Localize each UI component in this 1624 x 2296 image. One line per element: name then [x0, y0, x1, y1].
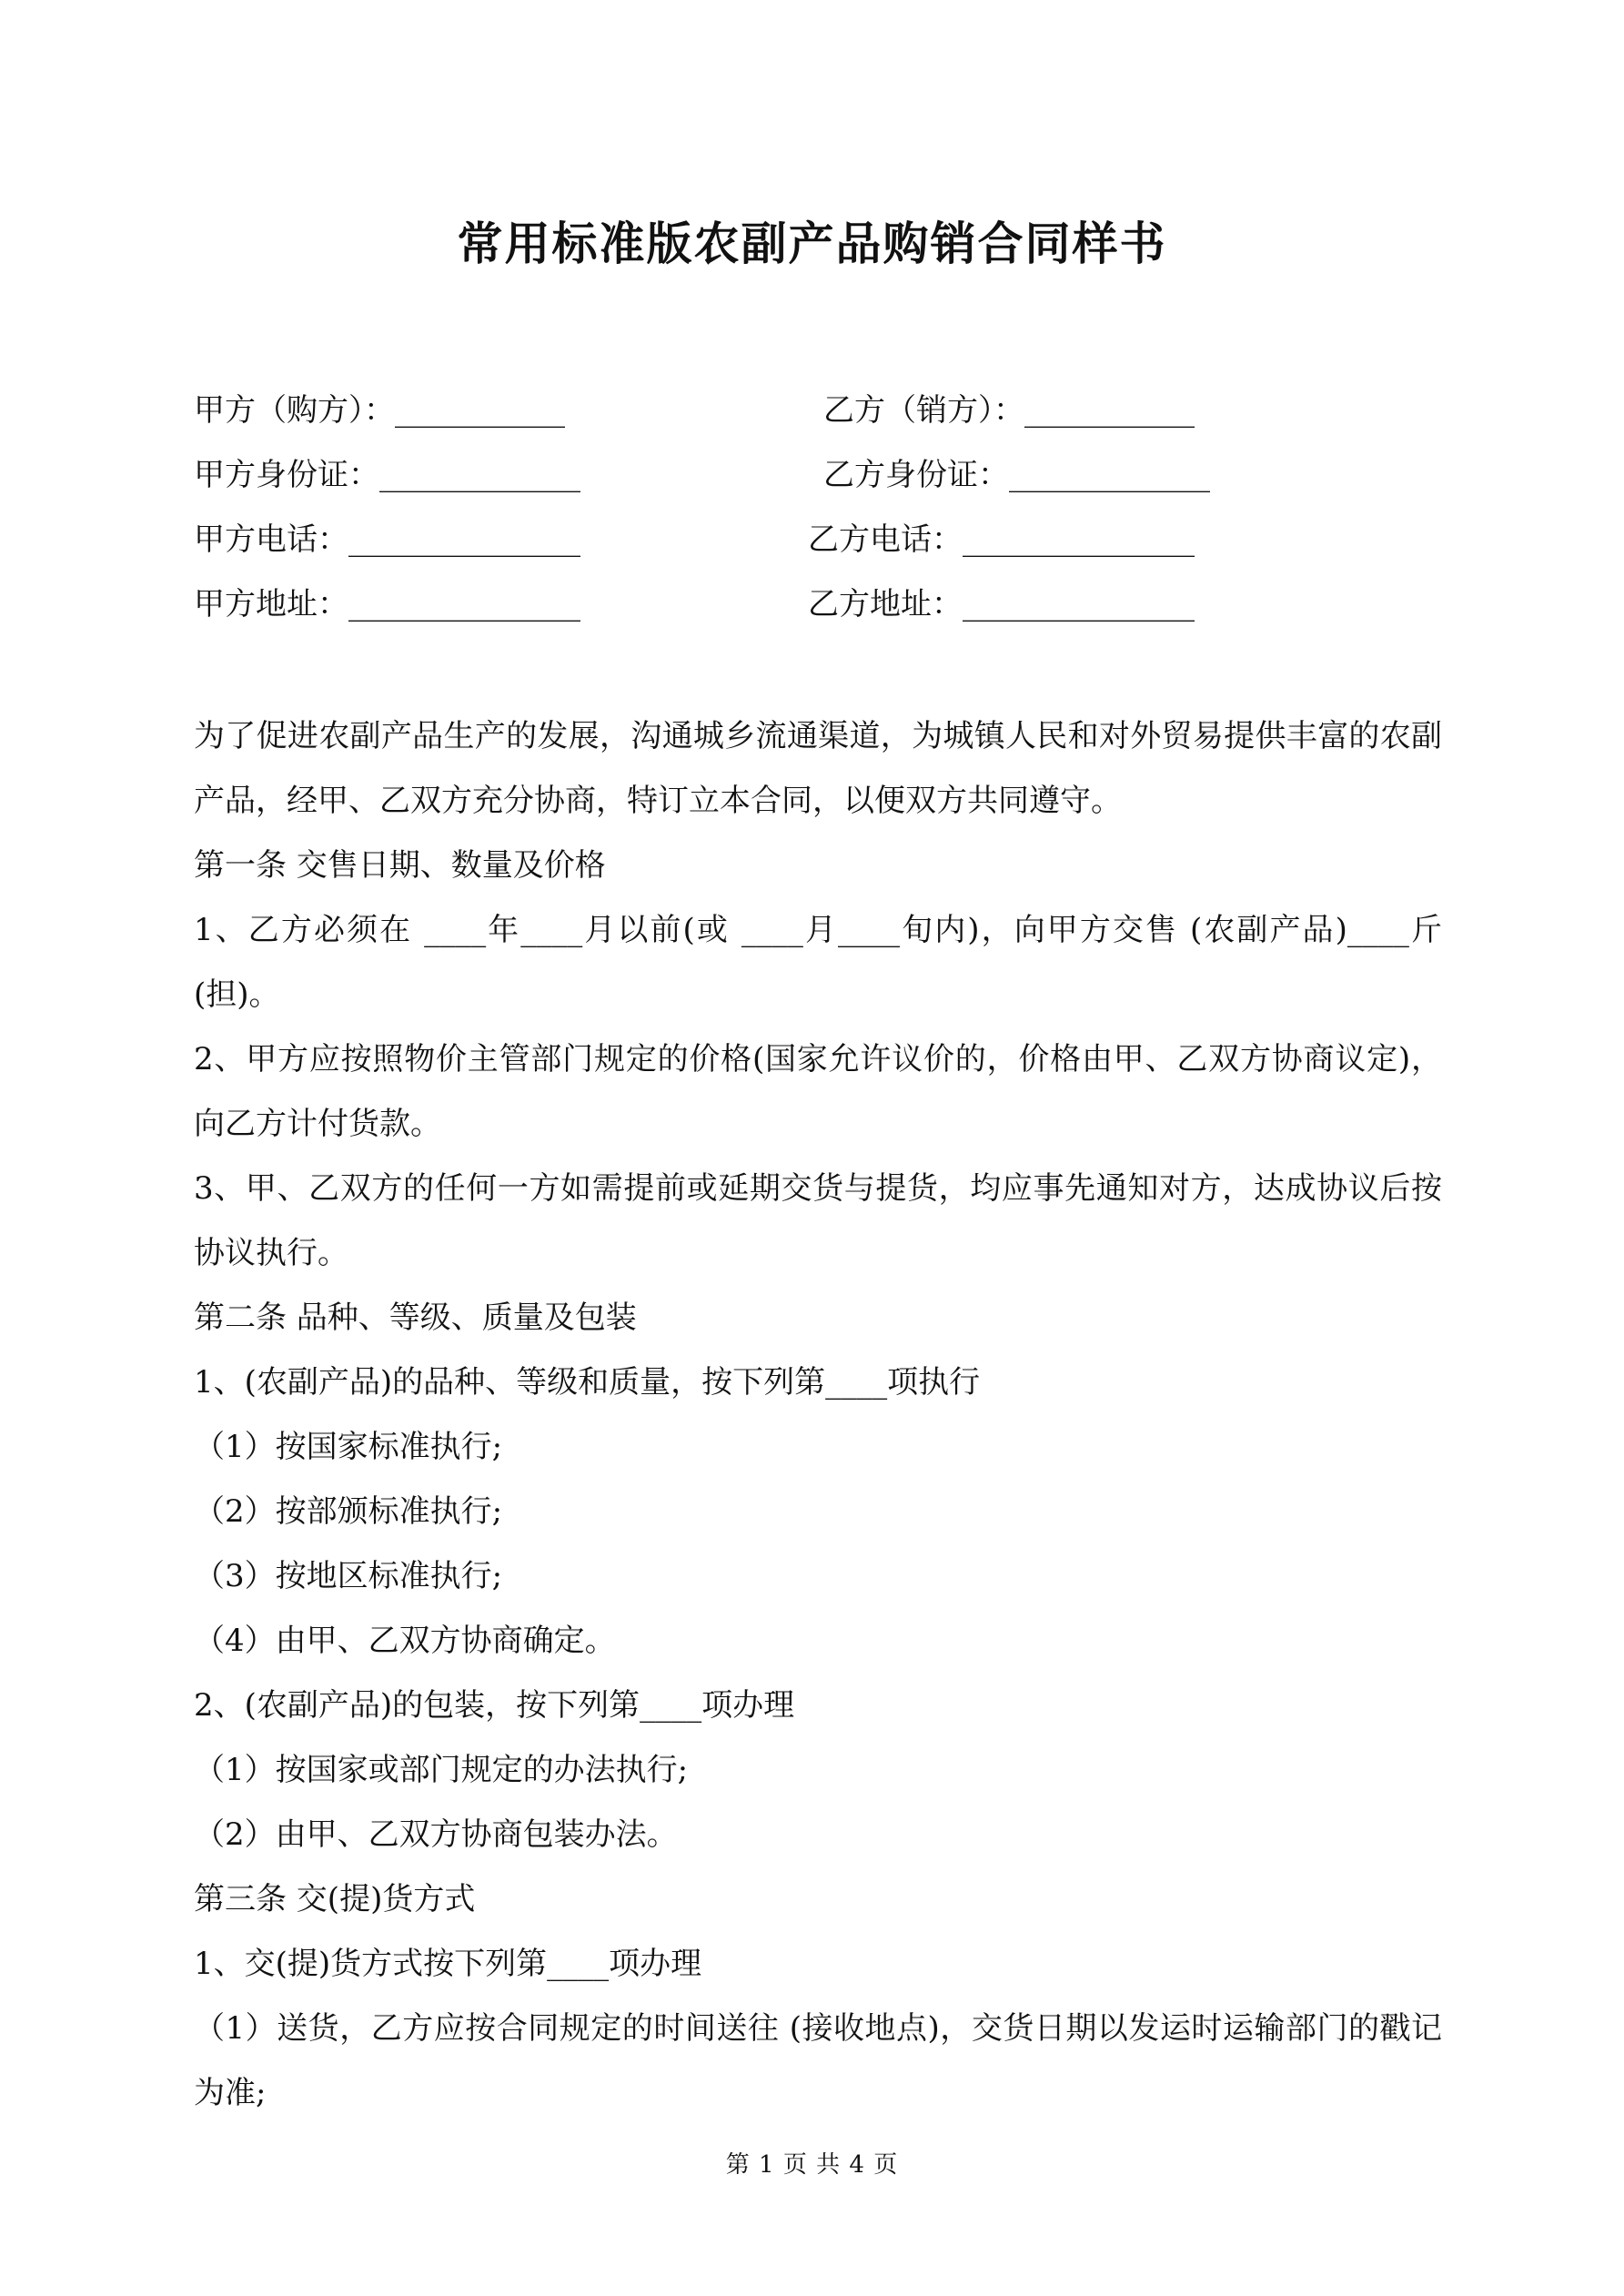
article-2-item-1-option-3: （3）按地区标准执行; — [194, 1558, 503, 1594]
buyer-name-field: 甲方（购方）：___________ — [194, 392, 565, 429]
article-2-item-2-option-2: （2）由甲、乙双方协商包装办法。 — [194, 1816, 678, 1853]
seller-address-field: 乙方地址：_______________ — [808, 586, 1195, 622]
buyer-id-field: 甲方身份证：_____________ — [194, 457, 580, 493]
buyer-address-field: 甲方地址：_______________ — [194, 586, 580, 622]
article-2-item-1: 1、(农副产品)的品种、等级和质量，按下列第____项执行 — [194, 1364, 981, 1401]
buyer-phone-field: 甲方电话：_______________ — [194, 521, 580, 558]
page-footer: 第 1 页 共 4 页 — [725, 2151, 899, 2179]
article-1-heading: 第一条 交售日期、数量及价格 — [194, 847, 606, 884]
article-2-heading: 第二条 品种、等级、质量及包装 — [194, 1300, 637, 1336]
intro-paragraph: 为了促进农副产品生产的发展，沟通城乡流通渠道，为城镇人民和对外贸易提供丰富的农副产品，经甲、乙双方充分协商，特订立本合同，以便双方共同遵守。 — [194, 718, 1442, 819]
article-2-item-1-option-2: （2）按部颁标准执行; — [194, 1493, 503, 1530]
article-2-item-1-option-4: （4）由甲、乙双方协商确定。 — [194, 1623, 616, 1659]
article-1-item-1: 1、乙方必须在 ____年____月以前(或 ____月____旬内)，向甲方交售 (农副产品)____斤(担)。 — [194, 912, 1442, 1013]
seller-phone-field: 乙方电话：_______________ — [808, 521, 1195, 558]
article-2-item-2: 2、(农副产品)的包装，按下列第____项办理 — [194, 1687, 795, 1724]
article-3-heading: 第三条 交(提)货方式 — [194, 1881, 476, 1917]
seller-name-field: 乙方（销方）：___________ — [823, 392, 1195, 429]
article-3-item-1: 1、交(提)货方式按下列第____项办理 — [194, 1946, 702, 1982]
article-2-item-2-option-1: （1）按国家或部门规定的办法执行; — [194, 1752, 689, 1788]
document-title: 常用标准版农副产品购销合同样书 — [457, 217, 1167, 270]
article-1-item-3: 3、甲、乙双方的任何一方如需提前或延期交货与提货，均应事先通知对方，达成协议后按协议执行。 — [194, 1170, 1442, 1271]
seller-id-field: 乙方身份证：_____________ — [823, 457, 1210, 493]
article-1-item-2: 2、甲方应按照物价主管部门规定的价格(国家允许议价的，价格由甲、乙双方协商议定)，向乙方计付货款。 — [194, 1041, 1442, 1142]
article-3-item-1-option-1: （1）送货，乙方应按合同规定的时间送往 (接收地点)，交货日期以发运时运输部门的戳记为准; — [194, 2010, 1442, 2111]
article-2-item-1-option-1: （1）按国家标准执行; — [194, 1429, 503, 1465]
contract-body — [194, 704, 1442, 2126]
